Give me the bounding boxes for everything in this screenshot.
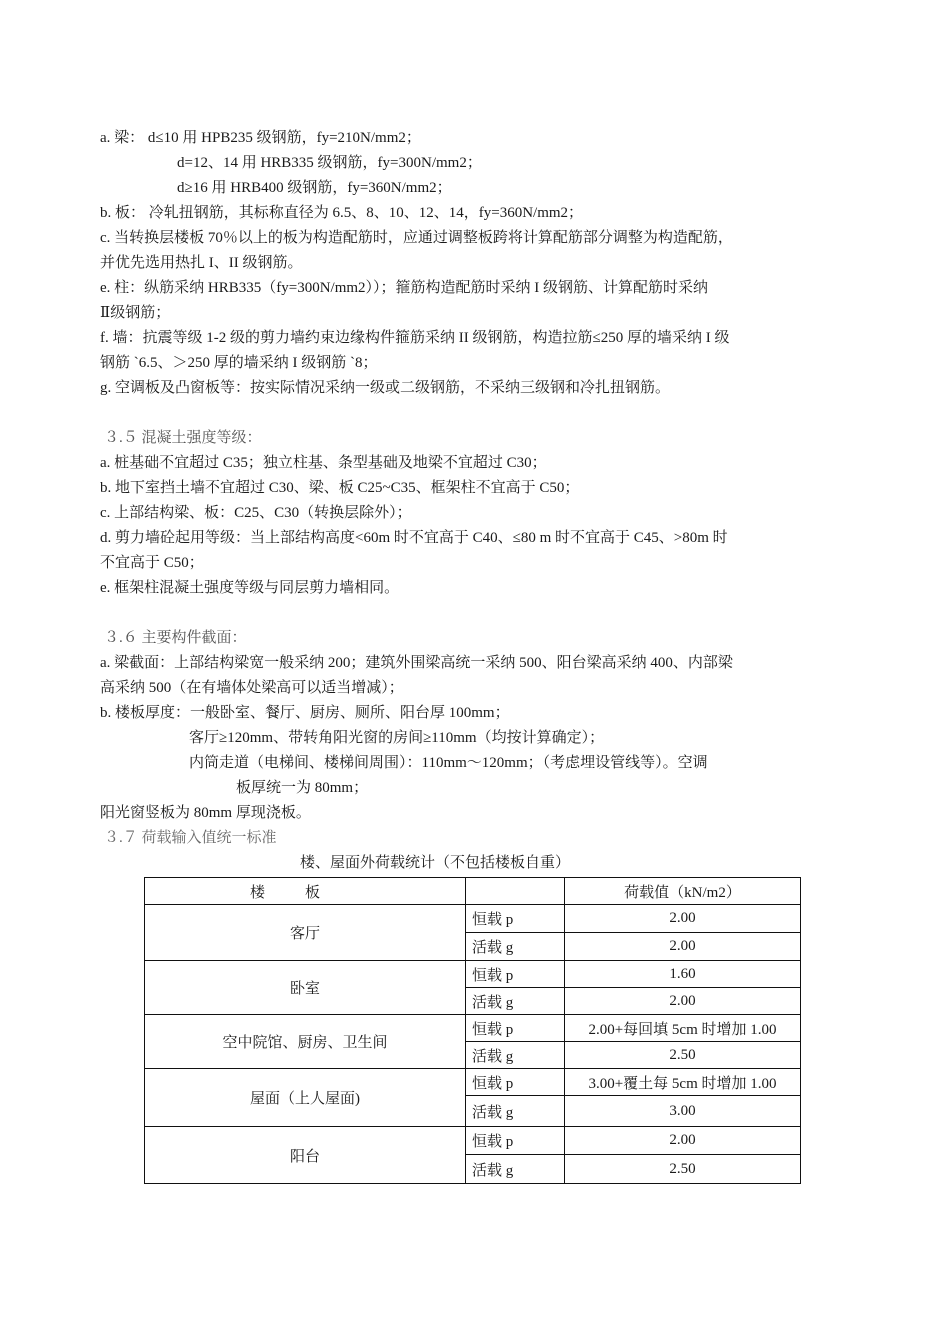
section-3-5-heading: ３.５ 混凝土强度等级： [104,430,262,446]
dead-load-value: 3.00+覆土每 5cm 时增加 1.00 [565,1069,801,1096]
concrete-line-c: c. 上部结构梁、板：C25、C30（转换层除外）； [100,505,412,521]
live-load-value: 2.50 [565,1042,801,1069]
rebar-wall-line-1: f. 墙：抗震等级 1-2 级的剪力墙约束边缘构件箍筋采纳 II 级钢筋，构造拉筋≤250 厚的墙采纳 I 级 [100,330,730,346]
section-beam-line-1: a. 梁截面：上部结构梁宽一般采纳 200；建筑外围梁高统一采纳 500、阳台梁高采纳 400、内部梁 [100,655,733,671]
slab-thickness-line-4: 板厚统一为 80mm； [236,780,369,796]
live-load-label: 活载 g [466,1096,565,1127]
live-load-label: 活载 g [466,1155,565,1184]
rebar-beam-line-2: d=12、14 用 HRB335 级钢筋，fy=300N/mm2； [177,155,482,171]
slab-thickness-line-5: 阳光窗竖板为 80mm 厚现浇板。 [100,805,311,821]
live-load-label: 活载 g [466,1042,565,1069]
table-header-row [145,878,801,905]
section-beam-line-2: 高采纳 500（在有墙体处梁高可以适当增减）； [100,680,404,696]
slab-thickness-line-1: b. 楼板厚度：一般卧室、餐厅、厨房、厕所、阳台厚 100mm； [100,705,510,721]
header-floor-slab: 楼板 [145,878,466,905]
rebar-transfer-line-1: c. 当转换层楼板 70％以上的板为构造配筋时，应通过调整板跨将计算配筋部分调整为构造配筋， [100,230,733,246]
floor-name-cell: 卧室 [145,961,466,1015]
table-row [145,905,801,933]
rebar-beam-line-3: d≥16 用 HRB400 级钢筋，fy=360N/mm2； [177,180,452,196]
slab-thickness-line-2: 客厅≥120mm、带转角阳光窗的房间≥110mm（均按计算确定）； [189,730,605,746]
section-3-7-heading: ３.７ 荷载输入值统一标准 [104,830,277,846]
concrete-line-e: e. 框架柱混凝土强度等级与同层剪力墙相同。 [100,580,400,596]
floor-name-cell: 空中院馆、厨房、卫生间 [145,1015,466,1069]
live-load-value: 2.50 [565,1155,801,1184]
dead-load-label: 恒载 p [466,1127,565,1155]
live-load-label: 活载 g [466,933,565,961]
header-load-value: 荷载值（kN/m2） [565,878,801,905]
rebar-aircon-line: g. 空调板及凸窗板等：按实际情况采纳一级或二级钢筋，不采纳三级钢和冷扎扭钢筋。 [100,380,671,396]
table-row [145,1015,801,1042]
floor-name-cell: 客厅 [145,905,466,961]
floor-name-cell: 阳台 [145,1127,466,1184]
floor-name-cell: 屋面（上人屋面) [145,1069,466,1127]
live-load-value: 3.00 [565,1096,801,1127]
dead-load-label: 恒载 p [466,1069,565,1096]
rebar-transfer-line-2: 并优先选用热扎 I、II 级钢筋。 [100,255,303,271]
dead-load-value: 2.00 [565,1127,801,1155]
dead-load-label: 恒载 p [466,905,565,933]
dead-load-value: 2.00+每回填 5cm 时增加 1.00 [565,1015,801,1042]
rebar-column-line-1: e. 柱：纵筋采纳 HRB335（fy=300N/mm2））；箍筋构造配筋时采纳 I 级钢筋、计算配筋时采纳 [100,280,709,296]
dead-load-label: 恒载 p [466,1015,565,1042]
rebar-wall-line-2: 钢筋 `6.5、＞250 厚的墙采纳 I 级钢筋 `8； [100,355,378,371]
table-caption: 楼、屋面外荷载统计（不包括楼板自重） [300,855,571,871]
table-row [145,1127,801,1155]
concrete-line-d-2: 不宜高于 C50； [100,555,204,571]
dead-load-label: 恒载 p [466,961,565,988]
dead-load-value: 2.00 [565,905,801,933]
table-row [145,961,801,988]
concrete-line-a: a. 桩基础不宜超过 C35；独立柱基、条型基础及地梁不宜超过 C30； [100,455,547,471]
slab-thickness-line-3: 内筒走道（电梯间、楼梯间周围）：110mm～120mm；（考虑埋设管线等）。空调 [189,755,708,771]
dead-load-value: 1.60 [565,961,801,988]
table-row [145,1069,801,1096]
live-load-value: 2.00 [565,933,801,961]
rebar-column-line-2: Ⅱ级钢筋； [100,305,171,321]
rebar-slab-line: b. 板： 冷轧扭钢筋，其标称直径为 6.5、8、10、12、14，fy=360N/mm2； [100,205,584,221]
rebar-beam-line-1: a. 梁： d≤10 用 HPB235 级钢筋，fy=210N/mm2； [100,130,421,146]
concrete-line-b: b. 地下室挡土墙不宜超过 C30、梁、板 C25~C35、框架柱不宜高于 C50； [100,480,580,496]
concrete-line-d-1: d. 剪力墙砼起用等级：当上部结构高度<60m 时不宜高于 C40、≤80 m 时不宜高于 C45、>80m 时 [100,530,728,546]
load-table [144,877,801,1184]
live-load-label: 活载 g [466,988,565,1015]
live-load-value: 2.00 [565,988,801,1015]
header-type [466,878,565,905]
section-3-6-heading: ３.６ 主要构件截面： [104,630,247,646]
